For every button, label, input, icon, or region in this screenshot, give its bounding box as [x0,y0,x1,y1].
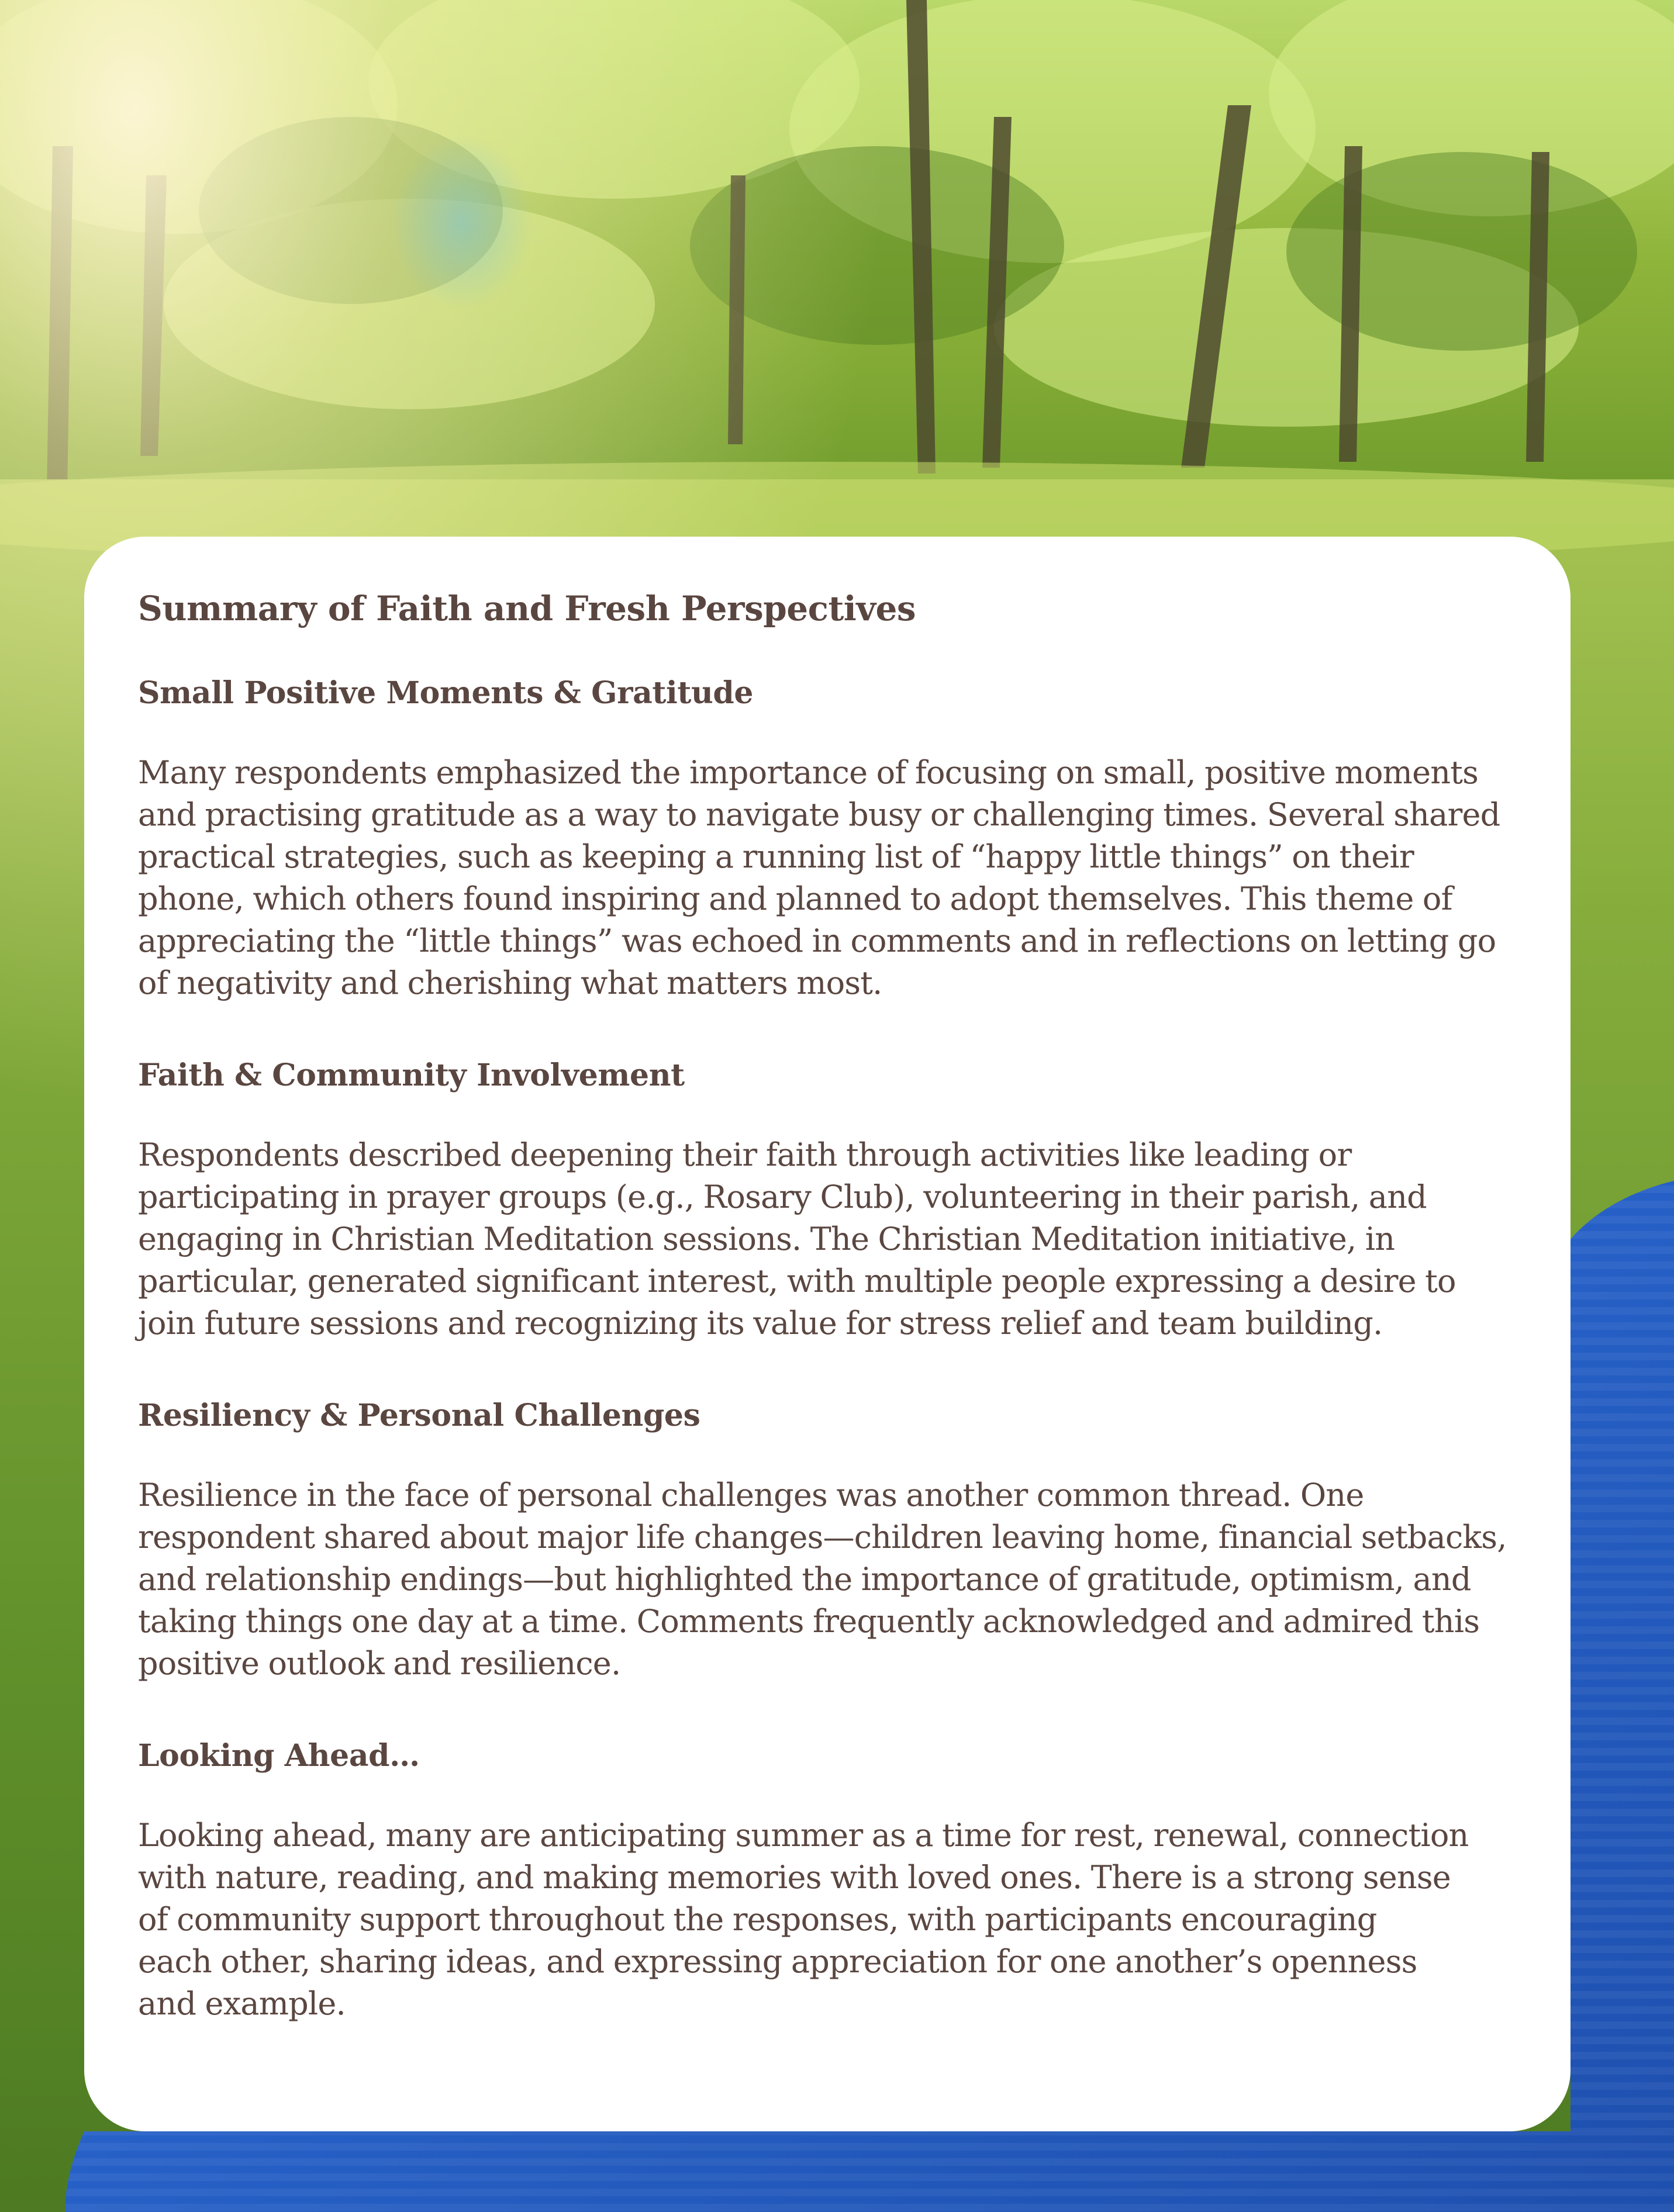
section-heading: Small Positive Moments & Gratitude [138,675,754,711]
body-line: and example. [138,1985,346,2022]
body-line: taking things one day at a time. Comments frequently acknowledged and admired this [138,1603,1480,1640]
body-line: Respondents described deepening their faith through activities like leading or [138,1136,1352,1173]
section-heading: Resiliency & Personal Challenges [138,1398,700,1433]
body-line: participating in prayer groups (e.g., Rosary Club), volunteering in their parish, and [138,1178,1427,1215]
section-faith-community [138,1057,1518,1345]
body-line: respondent shared about major life changes—children leaving home, financial setbacks, [138,1519,1507,1556]
body-line: phone, which others found inspiring and planned to adopt themselves. This theme of [138,880,1452,917]
section-looking-ahead [138,1738,1518,2025]
section-resiliency [138,1398,1518,1685]
body-line: of community support throughout the responses, with participants encouraging [138,1901,1377,1938]
body-line: positive outlook and resilience. [138,1645,621,1682]
section-heading: Looking Ahead… [138,1738,420,1774]
section-heading: Faith & Community Involvement [138,1057,685,1093]
body-line: each other, sharing ideas, and expressing appreciation for one another’s openness [138,1943,1417,1980]
body-line: Looking ahead, many are anticipating summer as a time for rest, renewal, connection [138,1817,1469,1854]
summary-card [84,537,1571,2131]
body-line: Many respondents emphasized the importance of focusing on small, positive moments [138,754,1479,791]
body-line: join future sessions and recognizing its value for stress relief and team building. [138,1305,1383,1342]
document-title: Summary of Faith and Fresh Perspectives [138,589,916,628]
section-body [138,1814,1518,2025]
section-body [138,752,1518,1004]
body-line: of negativity and cherishing what matters most. [138,965,882,1001]
body-line: with nature, reading, and making memories with loved ones. There is a strong sense [138,1859,1451,1896]
body-line: engaging in Christian Meditation sessions. The Christian Meditation initiative, in [138,1221,1395,1257]
body-line: particular, generated significant interest, with multiple people expressing a desire to [138,1263,1456,1299]
body-line: Resilience in the face of personal challenges was another common thread. One [138,1477,1364,1513]
section-small-positive-moments [138,675,1518,1004]
body-line: appreciating the “little things” was echoed in comments and in reflections on letting go [138,922,1496,959]
section-body [138,1134,1518,1345]
body-line: and practising gratitude as a way to navigate busy or challenging times. Several shared [138,796,1500,833]
section-body [138,1474,1518,1685]
body-line: practical strategies, such as keeping a running list of “happy little things” on their [138,838,1414,875]
body-line: and relationship endings—but highlighted the importance of gratitude, optimism, and [138,1561,1471,1598]
